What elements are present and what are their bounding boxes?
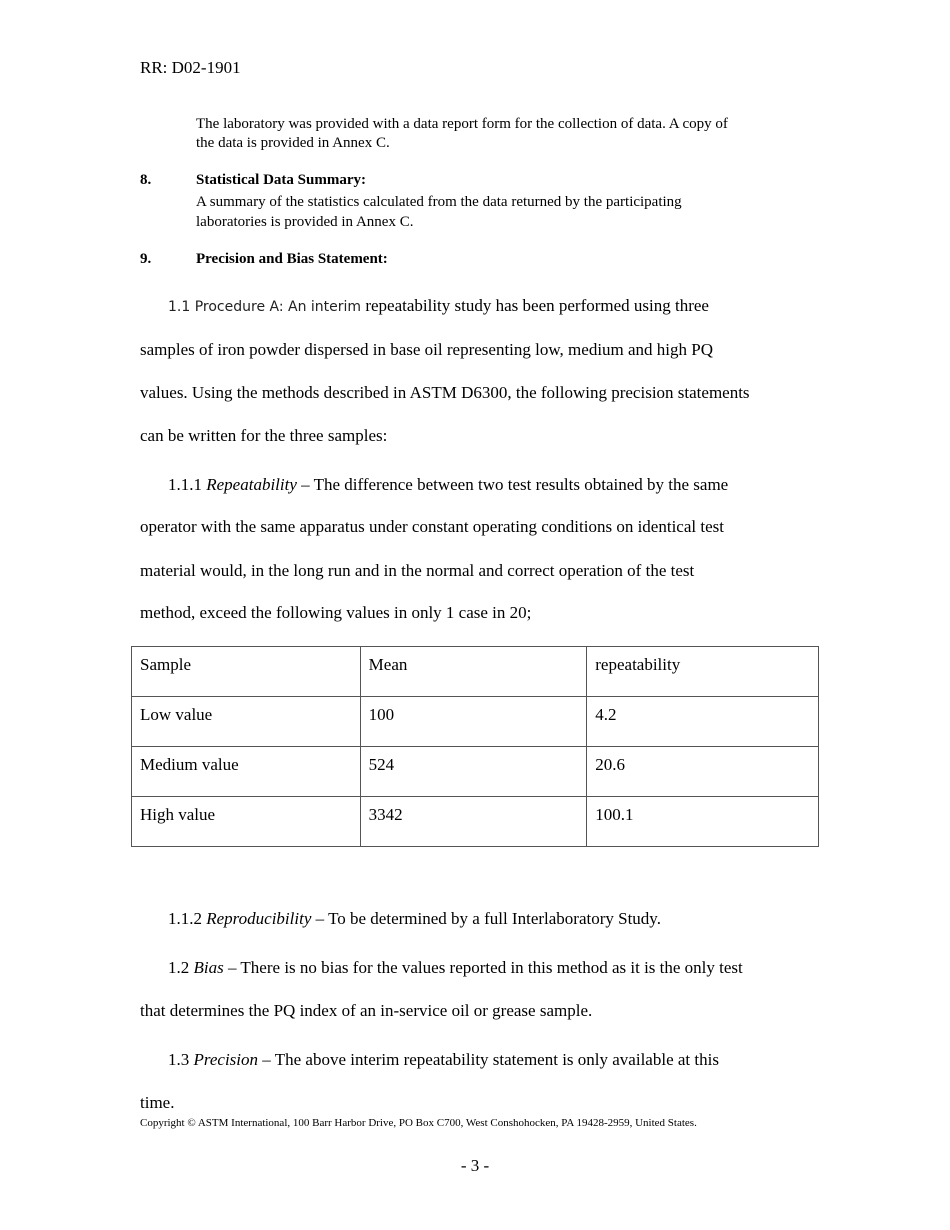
table-cell: 4.2	[587, 697, 819, 747]
table-cell: Low value	[132, 697, 361, 747]
procedure-a-lead: 1.1 Procedure A: An interim	[168, 299, 362, 315]
document-id-header: RR: D02-1901	[140, 58, 241, 77]
section-8-number: 8.	[140, 172, 152, 188]
table-header-cell: Sample	[132, 647, 361, 697]
precision-term: Precision	[193, 1050, 259, 1069]
section-9-number: 9.	[140, 251, 152, 267]
table-row	[132, 747, 819, 797]
precision-number: 1.3	[168, 1050, 194, 1069]
reproducibility-rest: – To be determined by a full Interlaboratory Study.	[311, 909, 661, 928]
table-cell: High value	[132, 797, 361, 847]
table-row	[132, 697, 819, 747]
repeatability-line-4: method, exceed the following values in only 1 case in 20;	[140, 603, 532, 622]
section-8-line-1: A summary of the statistics calculated from the data returned by the participating	[196, 194, 682, 210]
copyright-footer: Copyright © ASTM International, 100 Barr Harbor Drive, PO Box C700, West Conshohocken, PA 19428-2959, United States.	[140, 1117, 697, 1129]
bias-paragraph-line-1	[168, 958, 743, 978]
table-cell: 100	[360, 697, 587, 747]
reproducibility-paragraph	[168, 909, 661, 929]
table-row	[132, 797, 819, 847]
section-9-title: Precision and Bias Statement:	[196, 251, 388, 267]
bias-number: 1.2	[168, 958, 194, 977]
reproducibility-number: 1.1.2	[168, 909, 207, 928]
table-cell: 20.6	[587, 747, 819, 797]
procedure-a-paragraph-line-1	[168, 296, 709, 316]
repeatability-table	[131, 646, 819, 847]
repeatability-line-3: material would, in the long run and in the normal and correct operation of the test	[140, 561, 695, 580]
reproducibility-term: Reproducibility	[206, 909, 312, 928]
repeatability-term: Repeatability	[206, 475, 297, 494]
bias-line-1-rest: – There is no bias for the values reported in this method as it is the only test	[223, 958, 743, 977]
precision-line-2: time.	[140, 1093, 175, 1112]
procedure-a-line-3: values. Using the methods described in ASTM D6300, the following precision statements	[140, 383, 750, 402]
repeatability-line-2: operator with the same apparatus under constant operating conditions on identical test	[140, 517, 724, 536]
table-cell: 3342	[360, 797, 587, 847]
procedure-a-line-4: can be written for the three samples:	[140, 426, 388, 445]
bias-line-2: that determines the PQ index of an in-service oil or grease sample.	[140, 1001, 593, 1020]
repeatability-number: 1.1.1	[168, 475, 207, 494]
table-cell: Medium value	[132, 747, 361, 797]
section-8-line-2: laboratories is provided in Annex C.	[196, 214, 414, 230]
table-header-cell: repeatability	[587, 647, 819, 697]
table-cell: 100.1	[587, 797, 819, 847]
section-8-title: Statistical Data Summary:	[196, 172, 366, 188]
procedure-a-line-1-rest: repeatability study has been performed using three	[361, 296, 709, 315]
page-number: - 3 -	[460, 1156, 490, 1175]
intro-line-2: the data is provided in Annex C.	[196, 135, 390, 151]
precision-line-1-rest: – The above interim repeatability statement is only available at this	[258, 1050, 719, 1069]
repeatability-paragraph-line-1	[168, 475, 728, 495]
precision-paragraph-line-1	[168, 1050, 719, 1070]
procedure-a-line-2: samples of iron powder dispersed in base oil representing low, medium and high PQ	[140, 340, 714, 359]
bias-term: Bias	[193, 958, 224, 977]
intro-line-1: The laboratory was provided with a data report form for the collection of data. A copy of	[196, 116, 728, 132]
table-header-cell: Mean	[360, 647, 587, 697]
table-header-row	[132, 647, 819, 697]
table-cell: 524	[360, 747, 587, 797]
repeatability-line-1-rest: – The difference between two test results obtained by the same	[296, 475, 729, 494]
